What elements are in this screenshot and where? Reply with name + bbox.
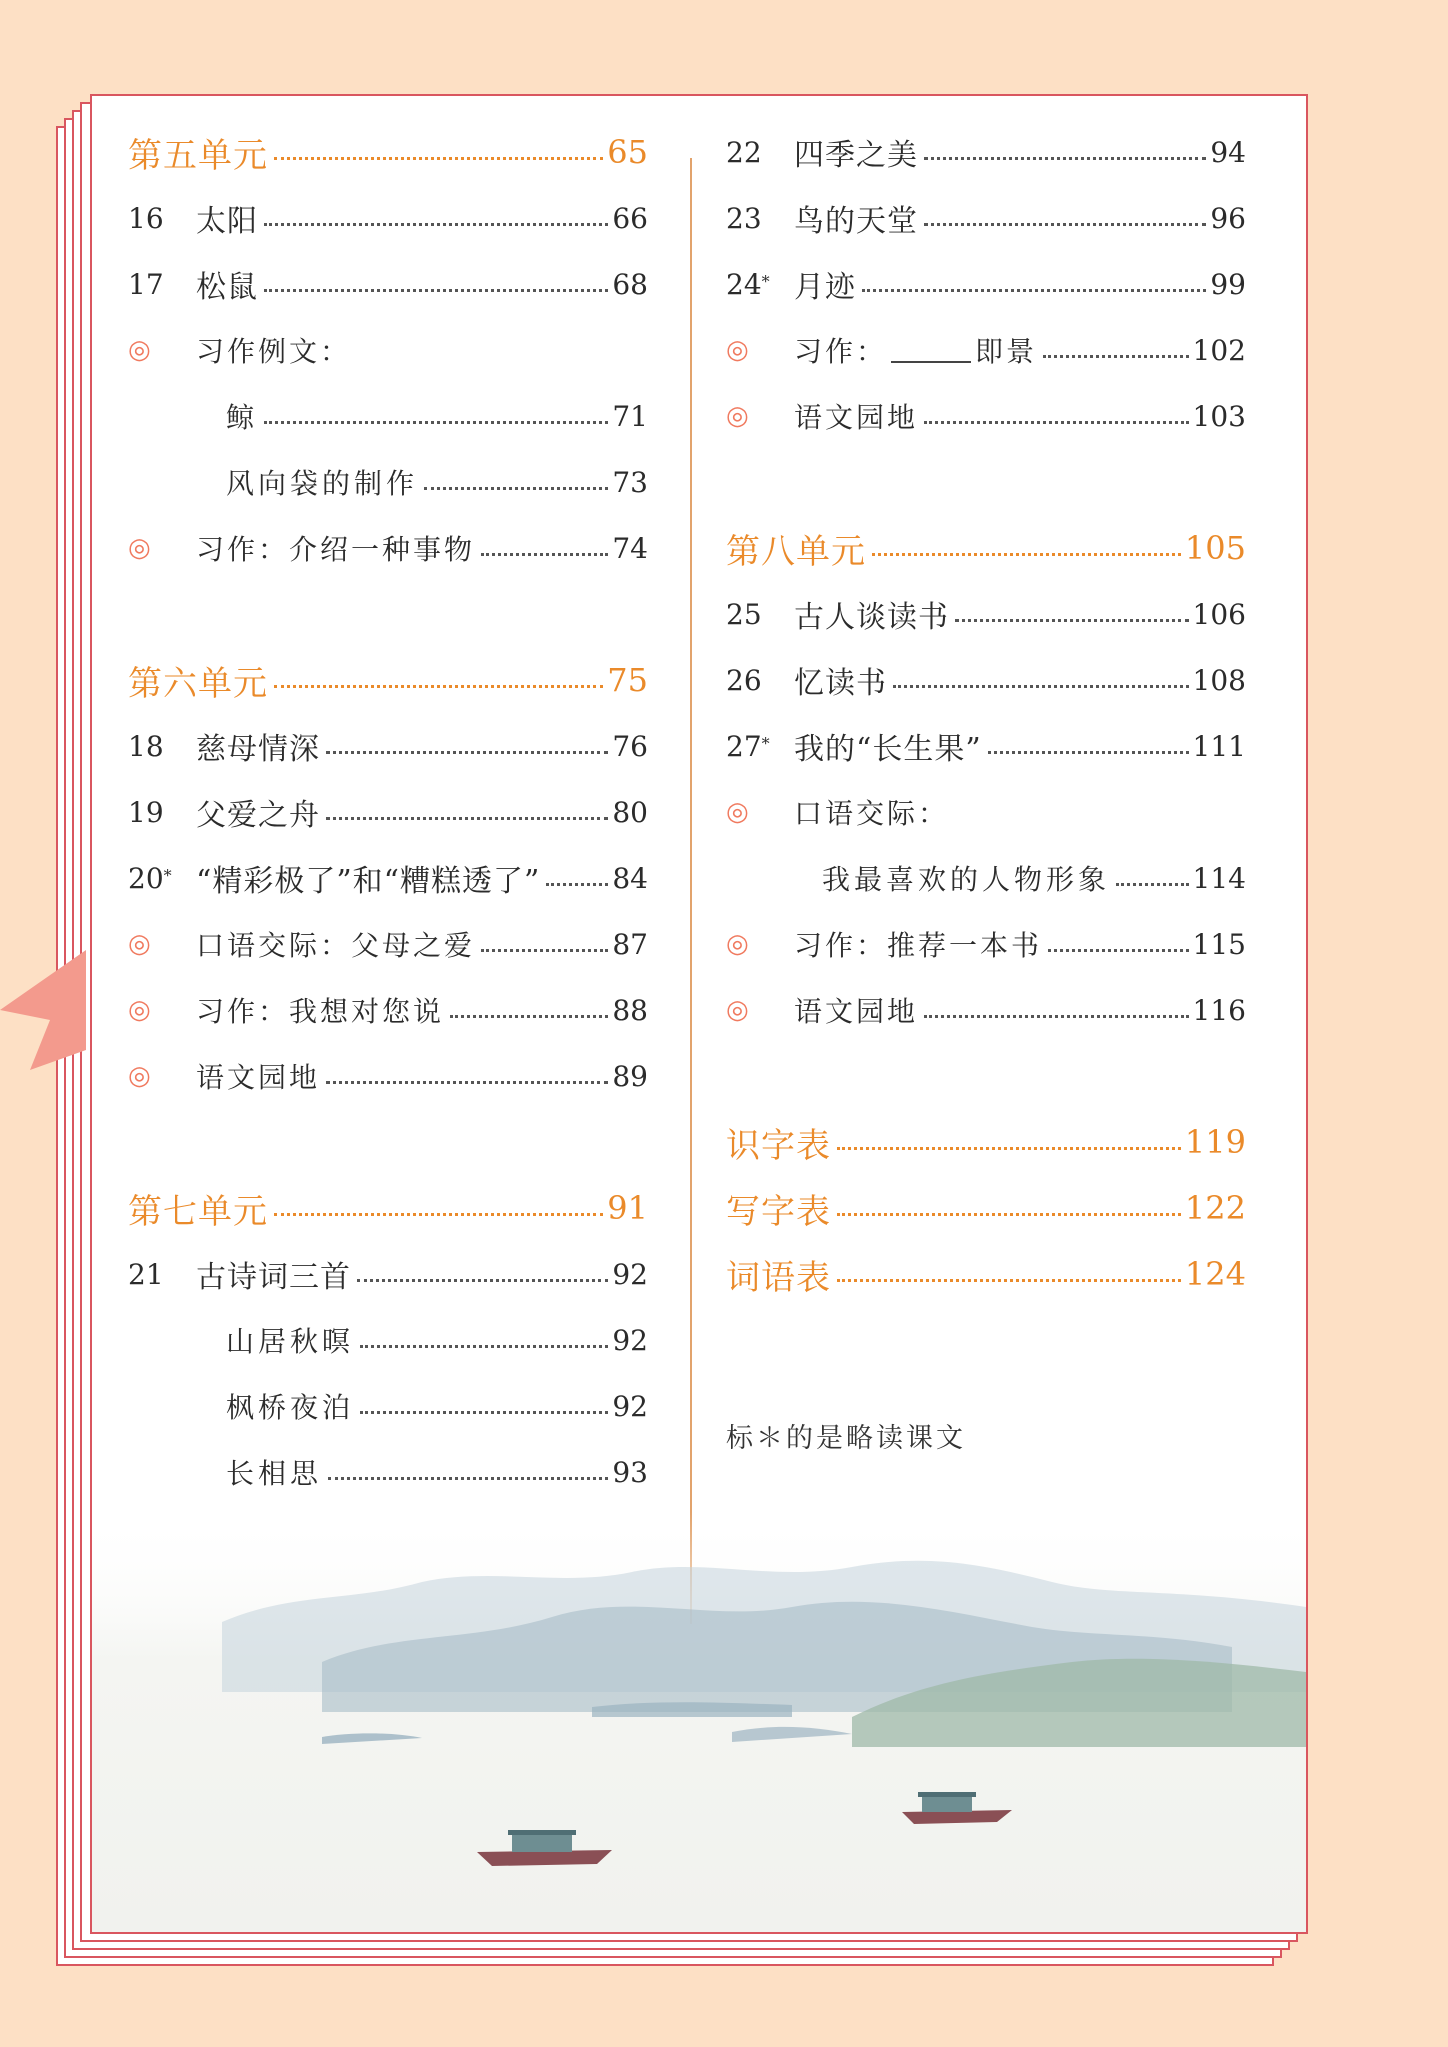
page-number: 80 (612, 795, 648, 829)
toc-lesson-row[interactable] (128, 259, 648, 309)
section-title: 语文园地 (794, 995, 919, 1028)
page-number: 124 (1184, 1255, 1246, 1293)
leader-dots (481, 551, 608, 556)
section-bullet-icon: ◎ (726, 335, 749, 365)
lesson-title: 古诗词三首 (196, 1260, 351, 1295)
section-title: 语文园地 (794, 401, 919, 434)
subitem-title: 我最喜欢的人物形象 (822, 863, 1111, 896)
lesson-number (726, 268, 794, 301)
lesson-number-text: 17 (128, 267, 164, 301)
unit-title: 第六单元 (128, 663, 268, 704)
toc-section-row[interactable] (128, 1051, 648, 1101)
lesson-title: “精彩极了”和“糟糕透了” (196, 864, 541, 899)
page-number: 111 (1192, 729, 1246, 763)
section-title: 习作：推荐一本书 (794, 929, 1043, 962)
subitem-title: 山居秋暝 (226, 1325, 355, 1358)
lesson-number-text: 27 (726, 729, 762, 763)
leader-dots (837, 1277, 1181, 1282)
lesson-title: 忆读书 (794, 666, 887, 701)
toc-lesson-row[interactable] (128, 193, 648, 243)
leader-dots (924, 1013, 1189, 1018)
page-number: 119 (1184, 1123, 1246, 1161)
leader-dots (326, 815, 608, 820)
leader-dots (546, 881, 608, 886)
lesson-number-text: 20 (128, 861, 164, 895)
section-title: 习作：我想对您说 (196, 995, 445, 1028)
page-number: 94 (1210, 135, 1246, 169)
section-title: 习作例文： (196, 335, 352, 368)
page-number: 102 (1192, 333, 1246, 367)
leader-dots (872, 551, 1181, 556)
leader-dots (450, 1013, 608, 1018)
section-title: 习作：介绍一种事物 (196, 533, 476, 566)
section-bullet-icon: ◎ (128, 995, 151, 1025)
optional-reading-star: * (761, 271, 770, 291)
toc-section-row[interactable] (128, 919, 648, 969)
toc-unit-row[interactable] (128, 1183, 648, 1233)
lesson-number-text: 18 (128, 729, 164, 763)
page-number: 116 (1192, 993, 1246, 1027)
leader-dots (328, 1475, 608, 1480)
toc-section-row[interactable] (726, 985, 1246, 1035)
toc-lesson-row[interactable] (128, 1249, 648, 1299)
toc-section-row[interactable] (128, 325, 648, 375)
toc-subitem-row[interactable] (128, 1447, 648, 1497)
leader-dots (360, 1343, 608, 1348)
toc-unit-row[interactable] (128, 127, 648, 177)
page-number: 93 (612, 1455, 648, 1489)
lesson-number (726, 136, 794, 169)
page-number: 65 (607, 133, 648, 171)
page-number: 73 (612, 465, 648, 499)
toc-lesson-row[interactable] (726, 259, 1246, 309)
section-title: 口语交际：父母之爱 (196, 929, 476, 962)
section-bullet-icon: ◎ (726, 797, 749, 827)
lesson-number (726, 202, 794, 235)
lesson-number-text: 19 (128, 795, 164, 829)
page-number: 115 (1192, 927, 1246, 961)
bookmark-ribbon-icon (0, 950, 86, 1070)
section-bullet-icon: ◎ (128, 335, 151, 365)
page-number: 106 (1192, 597, 1246, 631)
lesson-title: 父爱之舟 (196, 798, 320, 833)
page-number: 88 (612, 993, 648, 1027)
toc-unit-row[interactable] (726, 1117, 1246, 1167)
lesson-number-text: 22 (726, 135, 762, 169)
lesson-number-text: 21 (128, 1257, 164, 1291)
toc-subitem-row[interactable] (128, 1315, 648, 1365)
page-number: 89 (612, 1059, 648, 1093)
toc-subitem-row[interactable] (128, 391, 648, 441)
page-number: 92 (612, 1389, 648, 1423)
leader-dots (1048, 947, 1189, 952)
leader-dots (274, 155, 603, 160)
lesson-title: 鸟的天堂 (794, 204, 918, 239)
toc-section-row[interactable] (726, 325, 1246, 375)
optional-reading-footnote: 标＊的是略读课文 (726, 1423, 966, 1454)
lesson-number (128, 862, 196, 895)
lesson-number (128, 268, 196, 301)
page-number: 122 (1184, 1189, 1246, 1227)
page-number: 103 (1192, 399, 1246, 433)
page-number: 76 (612, 729, 648, 763)
leader-dots (955, 617, 1189, 622)
subitem-title: 风向袋的制作 (226, 467, 419, 500)
toc-lesson-row[interactable] (726, 193, 1246, 243)
lesson-number (128, 730, 196, 763)
leader-dots (862, 287, 1206, 292)
section-title-prefix: 习作： (794, 335, 888, 368)
leader-dots (264, 419, 608, 424)
lesson-title: 松鼠 (196, 270, 258, 305)
lesson-number (128, 1258, 196, 1291)
toc-section-row[interactable] (128, 985, 648, 1035)
section-bullet-icon: ◎ (128, 533, 151, 563)
section-bullet-icon: ◎ (128, 929, 151, 959)
fill-in-blank (891, 337, 971, 363)
leader-dots (264, 287, 608, 292)
lesson-title: 古人谈读书 (794, 600, 949, 635)
landscape-illustration (92, 1512, 1306, 1932)
page-number: 114 (1192, 861, 1246, 895)
section-title: 语文园地 (196, 1061, 321, 1094)
leader-dots (424, 485, 608, 490)
leader-dots (924, 221, 1206, 226)
optional-reading-star: * (761, 733, 770, 753)
page-number: 87 (612, 927, 648, 961)
page-number: 71 (612, 399, 648, 433)
section-bullet-icon: ◎ (726, 995, 749, 1025)
leader-dots (988, 749, 1189, 754)
toc-unit-row[interactable] (726, 1183, 1246, 1233)
toc-lesson-row[interactable] (128, 787, 648, 837)
lesson-number-text: 25 (726, 597, 762, 631)
toc-section-row[interactable] (726, 919, 1246, 969)
page-number: 92 (612, 1257, 648, 1291)
leader-dots (264, 221, 608, 226)
toc-lesson-row[interactable] (726, 655, 1246, 705)
lesson-number (726, 598, 794, 631)
section-bullet-icon: ◎ (128, 1061, 151, 1091)
toc-unit-row[interactable] (726, 1249, 1246, 1299)
unit-title: 第八单元 (726, 531, 866, 572)
section-bullet-icon: ◎ (726, 929, 749, 959)
toc-lesson-row[interactable] (726, 589, 1246, 639)
subitem-title: 长相思 (226, 1457, 323, 1490)
lesson-number (726, 730, 794, 763)
leader-dots (481, 947, 608, 952)
unit-title: 写字表 (726, 1191, 831, 1232)
leader-dots (360, 1409, 608, 1414)
page-number: 68 (612, 267, 648, 301)
lesson-number (128, 796, 196, 829)
leader-dots (837, 1211, 1181, 1216)
page-number: 99 (1210, 267, 1246, 301)
leader-dots (1043, 353, 1189, 358)
toc-unit-row[interactable] (128, 655, 648, 705)
lesson-number (128, 202, 196, 235)
subitem-title: 鲸 (226, 401, 259, 434)
toc-page (90, 94, 1308, 1934)
unit-title: 第七单元 (128, 1191, 268, 1232)
lesson-number-text: 24 (726, 267, 762, 301)
lesson-title: 月迹 (794, 270, 856, 305)
lesson-title: 慈母情深 (196, 732, 320, 767)
leader-dots (326, 1079, 608, 1084)
subitem-title: 枫桥夜泊 (226, 1391, 355, 1424)
section-title-suffix: 即景 (975, 335, 1038, 368)
page-number: 66 (612, 201, 648, 235)
lesson-number (726, 664, 794, 697)
toc-section-row[interactable] (726, 787, 1246, 837)
leader-dots (893, 683, 1189, 688)
toc-unit-row[interactable] (726, 523, 1246, 573)
section-title: 口语交际： (794, 797, 950, 830)
page-number: 92 (612, 1323, 648, 1357)
lesson-number-text: 23 (726, 201, 762, 235)
page-number: 105 (1184, 529, 1246, 567)
toc-section-row[interactable] (726, 391, 1246, 441)
lesson-number-text: 16 (128, 201, 164, 235)
toc-lesson-row[interactable] (726, 721, 1246, 771)
lesson-title: 太阳 (196, 204, 258, 239)
toc-subitem-row[interactable] (128, 1381, 648, 1431)
toc-lesson-row[interactable] (128, 721, 648, 771)
unit-title: 识字表 (726, 1125, 831, 1166)
section-bullet-icon: ◎ (726, 401, 749, 431)
toc-lesson-row[interactable] (726, 127, 1246, 177)
toc-lesson-row[interactable] (128, 853, 648, 903)
leader-dots (924, 419, 1189, 424)
lesson-number-text: 26 (726, 663, 762, 697)
leader-dots (924, 155, 1206, 160)
toc-section-row[interactable] (128, 523, 648, 573)
unit-title: 词语表 (726, 1257, 831, 1298)
page-number: 108 (1192, 663, 1246, 697)
page-number: 96 (1210, 201, 1246, 235)
leader-dots (326, 749, 608, 754)
lesson-title: 我的“长生果” (794, 732, 982, 767)
leader-dots (274, 683, 603, 688)
toc-subitem-row[interactable] (128, 457, 648, 507)
toc-subitem-row[interactable] (726, 853, 1246, 903)
unit-title: 第五单元 (128, 135, 268, 176)
leader-dots (1116, 881, 1189, 886)
optional-reading-star: * (163, 865, 172, 885)
page-number: 75 (607, 661, 648, 699)
leader-dots (837, 1145, 1181, 1150)
page-number: 84 (612, 861, 648, 895)
leader-dots (274, 1211, 603, 1216)
page-number: 74 (612, 531, 648, 565)
column-divider (690, 158, 692, 1624)
leader-dots (357, 1277, 608, 1282)
page-number: 91 (607, 1189, 648, 1227)
lesson-title: 四季之美 (794, 138, 918, 173)
